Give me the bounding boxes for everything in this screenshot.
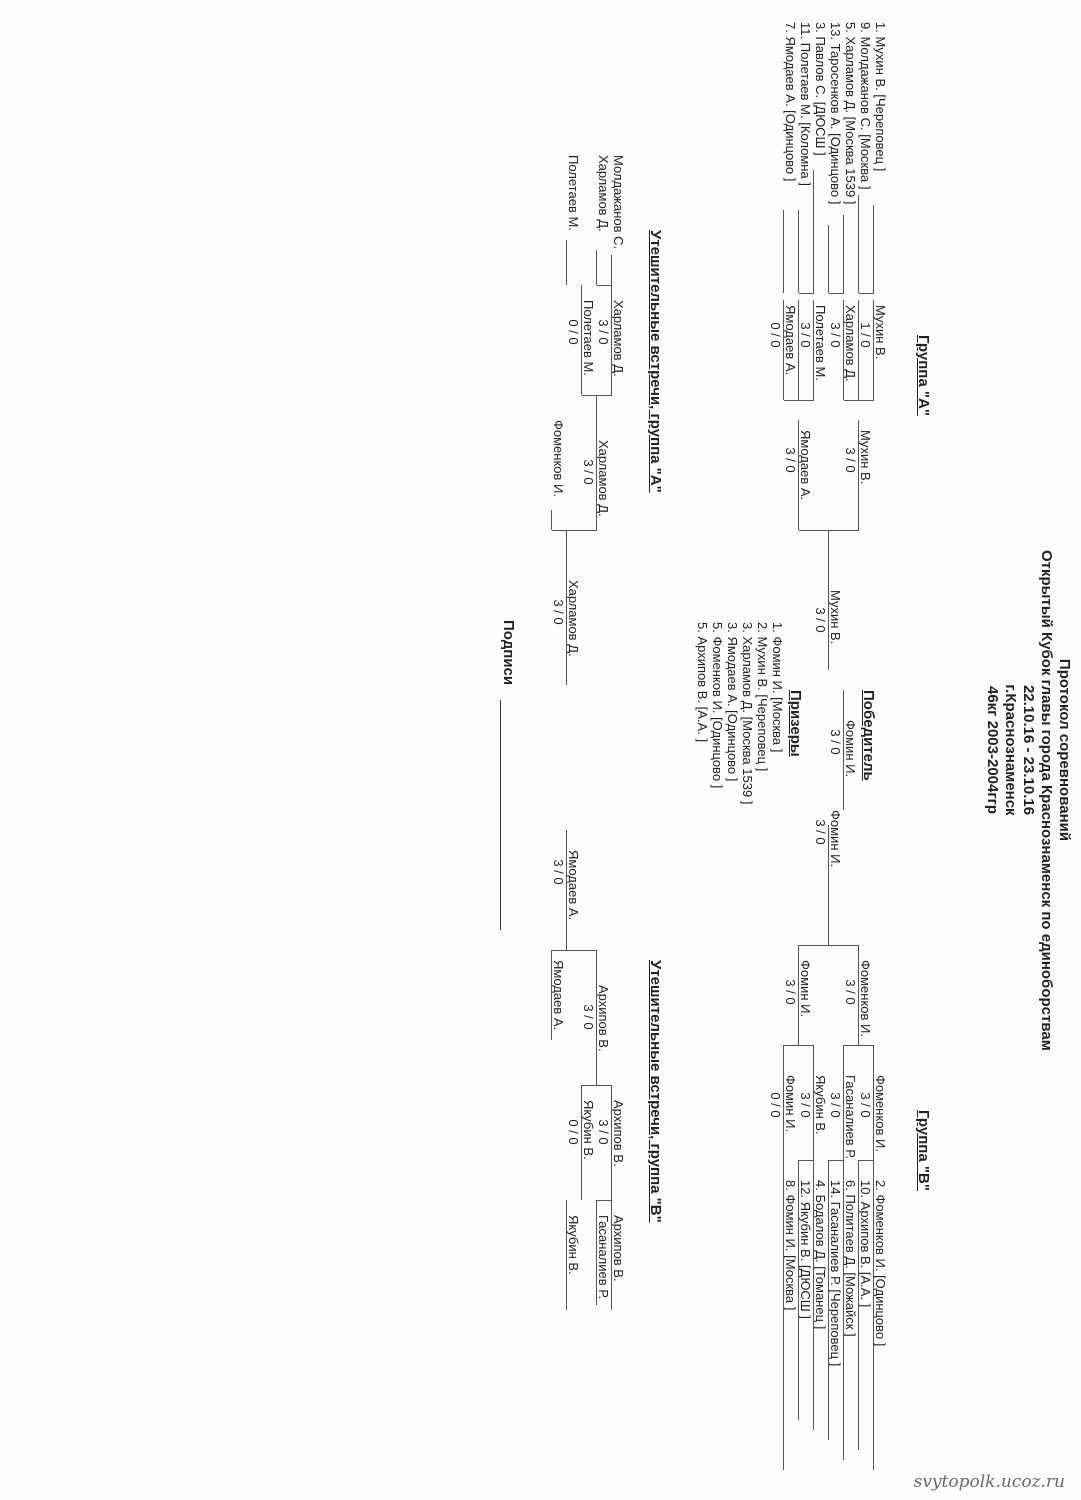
repechage-b-late-entrant: Ямодаев А. bbox=[551, 960, 566, 1031]
competition-city: г.Краснознаменск bbox=[1002, 684, 1019, 816]
group-b-r1-score: 3 / 0 bbox=[828, 1092, 843, 1118]
prize-item: 5. Фоменков И. [Одинцово ] bbox=[710, 622, 725, 789]
protocol-title: Протокол соревнований bbox=[1056, 658, 1073, 842]
competition-name: Открытый Кубок главы города Краснознаменск по единоборствам bbox=[1038, 550, 1055, 1051]
signature-line bbox=[500, 700, 501, 930]
group-b-r1-score: 3 / 0 bbox=[858, 1092, 873, 1118]
group-b-seed: 14. Гасаналиев Р. [Череповец ] bbox=[828, 1180, 843, 1367]
group-a-r1-winner: Полетаев М. bbox=[813, 305, 828, 381]
prizes-heading: Призеры bbox=[787, 690, 804, 757]
group-b-r1-winner: Фомин И. bbox=[783, 1075, 798, 1133]
group-a-r1-score: 0 / 0 bbox=[768, 322, 783, 348]
group-a-seed: 5. Харламов Д. [Москва 1539 ] bbox=[843, 22, 858, 205]
group-b-r2-winner: Фоменков И. bbox=[858, 960, 873, 1037]
repechage-a-final: Харламов Д. bbox=[566, 580, 581, 657]
group-b-seed: 12. Якубин В. [ДЮСШ ] bbox=[798, 1180, 813, 1319]
group-b-r2-score: 3 / 0 bbox=[783, 979, 798, 1005]
repechage-a-title: Утешительные встречи, группа "А" bbox=[647, 230, 664, 493]
winner-name: Фомин И. bbox=[843, 720, 858, 778]
group-b-r1-score: 3 / 0 bbox=[798, 1092, 813, 1118]
group-a-r1-winner: Мухин В. bbox=[873, 305, 888, 360]
group-b-title: Группа "В" bbox=[915, 1110, 932, 1191]
repechage-a-late-entrant: Фоменков И. bbox=[551, 420, 566, 497]
group-a-r2-winner: Ямодаев А. bbox=[798, 430, 813, 501]
group-a-r2-score: 3 / 0 bbox=[783, 447, 798, 473]
repechage-a-r1-score: 0 / 0 bbox=[566, 319, 581, 345]
group-a-seed: 1. Мухин В. [Череповец ] bbox=[873, 22, 888, 172]
group-b-seed: 2. Фоменков И. [Одинцово ] bbox=[873, 1180, 888, 1347]
group-a-title: Группа "А" bbox=[915, 335, 932, 416]
group-a-final-score: 3 / 0 bbox=[813, 607, 828, 633]
group-a-final: Мухин В. bbox=[828, 590, 843, 645]
repechage-a-r2-winner: Харламов Д. bbox=[596, 440, 611, 517]
group-b-final: Фомин И. bbox=[828, 810, 843, 868]
repechage-b-r1-score: 0 / 0 bbox=[566, 1119, 581, 1145]
group-a-r2-score: 3 / 0 bbox=[843, 447, 858, 473]
repechage-a-r1-winner: Харламов Д. bbox=[611, 300, 626, 377]
group-a-r1-score: 1 / 0 bbox=[858, 322, 873, 348]
group-b-r1-score: 0 / 0 bbox=[768, 1092, 783, 1118]
prize-item: 5. Архипов В. [А.А. ] bbox=[695, 622, 710, 743]
winner-score: 3 / 0 bbox=[828, 729, 843, 755]
group-b-r2-winner: Фомин И. bbox=[798, 960, 813, 1018]
group-b-seed: 10. Архипов В. [А.А. ] bbox=[858, 1180, 873, 1308]
signatures-label: Подписи bbox=[500, 620, 517, 686]
repechage-a-entrant: Харламов Д. bbox=[596, 155, 611, 232]
group-a-r1-winner: Харламов Д. bbox=[843, 305, 858, 382]
repechage-a-entrant: Молдажанов С. bbox=[611, 155, 626, 250]
group-b-final-score: 3 / 0 bbox=[813, 819, 828, 845]
repechage-b-r2-score: 3 / 0 bbox=[581, 1004, 596, 1030]
group-a-seed: 11. Полетаев М. [Коломна ] bbox=[798, 22, 813, 186]
group-a-r1-score: 3 / 0 bbox=[798, 322, 813, 348]
prize-item: 1. Фомин И. [Москва ] bbox=[770, 622, 785, 753]
group-b-seed: 4. Бодалов Д. [Томанец ] bbox=[813, 1180, 828, 1330]
group-a-r1-score: 3 / 0 bbox=[828, 322, 843, 348]
group-a-seed: 7. Ямодаев А. [Одинцово ] bbox=[783, 22, 798, 182]
repechage-a-r1-score: 3 / 0 bbox=[596, 319, 611, 345]
group-b-seed: 8. Фомин И. [Москва ] bbox=[783, 1180, 798, 1311]
group-b-seed: 6. Политаев Д. [Можайск ] bbox=[843, 1180, 858, 1337]
watermark-text: svytopolk.ucoz.ru bbox=[913, 1472, 1065, 1492]
repechage-b-title: Утешительные встречи, группа "В" bbox=[647, 960, 664, 1223]
repechage-b-entrant: Гасаналиев Р. bbox=[596, 1215, 611, 1300]
group-b-r2-score: 3 / 0 bbox=[843, 979, 858, 1005]
prize-item: 3. Ямодаев А. [Одинцово ] bbox=[725, 622, 740, 782]
repechage-b-final: Ямодаев А. bbox=[566, 850, 581, 921]
group-b-r1-winner: Гасаналиев Р. bbox=[843, 1075, 858, 1160]
repechage-b-r2-winner: Архипов В. bbox=[596, 985, 611, 1052]
group-a-r2-winner: Мухин В. bbox=[858, 430, 873, 485]
group-a-seed: 9. Молдажанов С. [Москва ] bbox=[858, 22, 873, 190]
repechage-b-final-score: 3 / 0 bbox=[551, 859, 566, 885]
weight-category: 46кг 2003-2004ггр bbox=[984, 686, 1001, 814]
repechage-a-entrant: Полетаев М. bbox=[566, 155, 581, 231]
repechage-b-r1-winner: Архипов В. bbox=[611, 1100, 626, 1167]
repechage-a-r2-score: 3 / 0 bbox=[581, 459, 596, 485]
competition-dates: 22.10.16 - 23.10.16 bbox=[1020, 684, 1037, 816]
winner-heading: Победитель bbox=[860, 690, 877, 781]
repechage-b-r1-score: 3 / 0 bbox=[596, 1119, 611, 1145]
group-a-r1-winner: Ямодаев А. bbox=[783, 305, 798, 376]
group-b-r1-winner: Фоменков И. bbox=[873, 1075, 888, 1152]
group-a-seed: 3. Павлов С. [ДЮСШ ] bbox=[813, 22, 828, 156]
repechage-a-final-score: 3 / 0 bbox=[551, 599, 566, 625]
prize-item: 3. Харламов Д. [Москва 1539 ] bbox=[740, 622, 755, 805]
repechage-b-entrant: Якубин В. bbox=[566, 1215, 581, 1275]
prize-item: 2. Мухин В. [Череповец ] bbox=[755, 622, 770, 772]
group-a-seed: 13. Таросенков А. [Одинцово ] bbox=[828, 22, 843, 205]
repechage-b-entrant: Архипов В. bbox=[611, 1215, 626, 1282]
group-b-r1-winner: Якубин В. bbox=[813, 1075, 828, 1135]
repechage-a-r1-winner: Полетаев М. bbox=[581, 300, 596, 376]
repechage-b-r1-winner: Якубин В. bbox=[581, 1100, 596, 1160]
